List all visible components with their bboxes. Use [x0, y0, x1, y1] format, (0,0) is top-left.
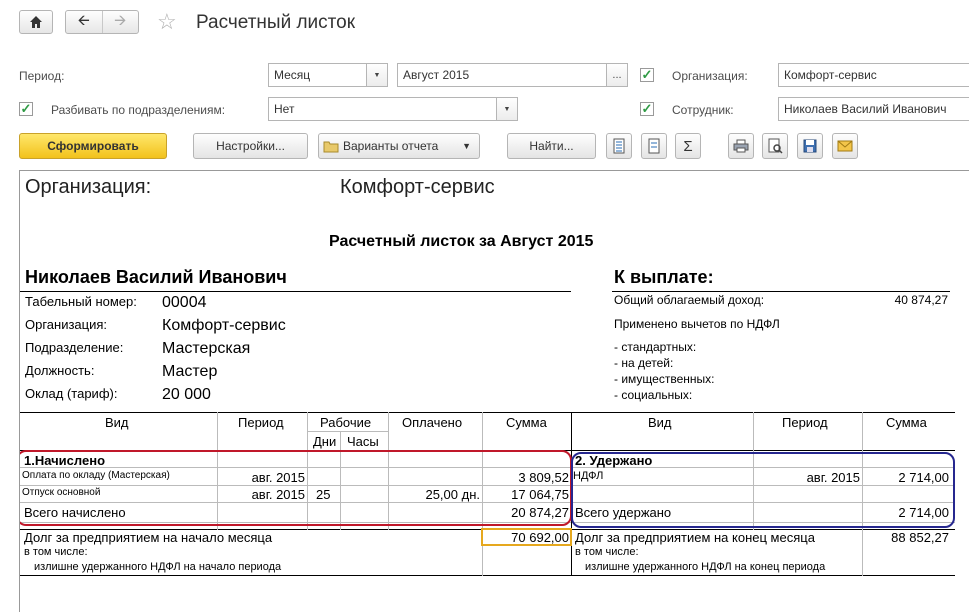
accrued-total-value: 20 874,27 [511, 505, 569, 520]
period-type-select[interactable] [268, 63, 388, 87]
print-preview-icon [767, 138, 783, 154]
printer-icon [733, 139, 749, 153]
report-org-value: Комфорт-сервис [340, 176, 495, 198]
working-sub-line [308, 431, 388, 432]
back-arrow-icon[interactable]: 🡨 [77, 11, 90, 29]
col-vid: Вид [105, 415, 129, 430]
to-pay-label: К выплате: [614, 267, 714, 287]
period-value: Август 2015 [403, 68, 470, 82]
col-sum2: Сумма [886, 415, 927, 430]
debt-end-label: Долг за предприятием на конец месяца [575, 530, 815, 545]
accrued-row-2-period: авг. 2015 [251, 487, 305, 502]
position-value: Мастер [162, 363, 218, 380]
envelope-icon [837, 140, 853, 152]
chevron-down-icon[interactable]: ▼ [366, 63, 388, 87]
table-bottom-line [20, 575, 955, 576]
withheld-row-1-sum: 2 714,00 [898, 470, 949, 485]
report-sheet [19, 170, 969, 612]
settings-button[interactable]: Настройки... [193, 133, 308, 159]
debt-start-value: 70 692,00 [511, 530, 569, 545]
including-start: в том числе: [24, 546, 88, 558]
debt-end-value: 88 852,27 [891, 530, 949, 545]
col-period2: Период [782, 415, 828, 430]
find-button[interactable]: Найти... [507, 133, 596, 159]
chevron-down-icon: ▼ [462, 141, 471, 151]
withheld-row-1-period: авг. 2015 [806, 470, 860, 485]
tab-value: 00004 [162, 294, 207, 311]
social-deductions: - социальных: [614, 388, 693, 402]
forward-arrow-icon[interactable]: 🡪 [102, 11, 139, 33]
generate-button[interactable]: Сформировать [19, 133, 167, 159]
floppy-disk-icon [803, 139, 817, 153]
employee-value: Николаев Василий Иванович [784, 102, 947, 116]
debt-highlight-frame [481, 528, 572, 546]
send-email-button[interactable] [832, 133, 858, 159]
accrued-row-2-days: 25 [316, 487, 331, 502]
withheld-row-1-vid: НДФЛ [573, 470, 604, 482]
income-value: 40 874,27 [894, 293, 948, 307]
dept-value: Мастерская [162, 340, 251, 357]
col-sum: Сумма [506, 415, 547, 430]
collapse-rows-icon [647, 138, 661, 154]
employee-field[interactable] [778, 97, 969, 121]
org-field[interactable] [778, 63, 969, 87]
table-top-line [20, 412, 955, 413]
folder-icon [323, 139, 339, 153]
excess-start: излишне удержанного НДФЛ на начало периода [34, 561, 282, 573]
report-title: Расчетный листок за Август 2015 [329, 233, 594, 250]
split-checkbox[interactable]: ✓ [20, 101, 32, 116]
org-checkbox[interactable]: ✓ [641, 67, 653, 82]
standard-deductions: - стандартных: [614, 340, 697, 354]
property-deductions: - имущественных: [614, 372, 715, 386]
history-nav [65, 10, 139, 34]
col-period: Период [238, 415, 284, 430]
including-end: в том числе: [575, 546, 639, 558]
split-value: Нет [274, 102, 295, 116]
variants-label: Варианты отчета [343, 139, 439, 153]
position-label: Должность: [25, 363, 95, 378]
org-value: Комфорт-сервис [784, 68, 877, 82]
split-select[interactable] [268, 97, 518, 121]
accrued-row-1-period: авг. 2015 [251, 470, 305, 485]
withheld-highlight-frame [571, 452, 955, 528]
period-label: Период: [19, 69, 65, 83]
variants-button[interactable] [318, 133, 480, 159]
dept-label: Подразделение: [25, 340, 124, 355]
salary-value: 20 000 [162, 386, 211, 403]
print-button[interactable] [728, 133, 754, 159]
split-label: Разбивать по подразделениям: [51, 103, 226, 117]
collapse-groups-button[interactable] [641, 133, 667, 159]
col-paid: Оплачено [402, 415, 463, 430]
withheld-total-value: 2 714,00 [898, 505, 949, 520]
income-label: Общий облагаемый доход: [614, 293, 765, 307]
withheld-total-label: Всего удержано [575, 505, 672, 520]
home-icon [29, 15, 43, 29]
salary-label: Оклад (тариф): [25, 386, 118, 401]
favorite-star-icon[interactable]: ☆ [157, 9, 177, 34]
header-left-line [20, 291, 571, 292]
page-title: Расчетный листок [196, 12, 356, 33]
tab-label: Табельный номер: [25, 294, 137, 309]
period-select-button[interactable]: ... [606, 63, 628, 87]
expand-rows-icon [612, 138, 626, 154]
chevron-down-icon[interactable]: ▼ [496, 97, 518, 121]
children-deductions: - на детей: [614, 356, 674, 370]
employee-checkbox[interactable]: ✓ [641, 101, 653, 116]
accrued-highlight-frame [19, 450, 572, 526]
employee-name: Николаев Василий Иванович [25, 267, 287, 287]
col-vid2: Вид [648, 415, 672, 430]
employee-label: Сотрудник: [672, 103, 734, 117]
home-button[interactable] [19, 10, 53, 34]
deductions-label: Применено вычетов по НДФЛ [614, 317, 780, 331]
accrued-row-2-vid: Отпуск основной [22, 487, 101, 498]
info-org-label: Организация: [25, 317, 108, 332]
col-days: Дни [313, 434, 337, 449]
withheld-title: 2. Удержано [575, 453, 653, 468]
accrued-row-2-sum: 17 064,75 [511, 487, 569, 502]
save-button[interactable] [797, 133, 823, 159]
header-right-line [612, 291, 950, 292]
sum-button[interactable]: Σ [675, 133, 701, 159]
debt-start-label: Долг за предприятием на начало месяца [24, 530, 273, 545]
preview-button[interactable] [762, 133, 788, 159]
accrued-total-label: Всего начислено [24, 505, 126, 520]
period-value-field[interactable] [397, 63, 628, 87]
expand-groups-button[interactable] [606, 133, 632, 159]
accrued-row-1-vid: Оплата по окладу (Мастерская) [22, 470, 170, 481]
col-working: Рабочие [320, 415, 372, 430]
period-type-value: Месяц [274, 68, 311, 82]
col-hours: Часы [347, 434, 379, 449]
accrued-row-2-paid: 25,00 дн. [425, 487, 480, 502]
info-org-value: Комфорт-сервис [162, 317, 286, 334]
report-org-label: Организация: [25, 176, 152, 198]
accrued-row-1-sum: 3 809,52 [518, 470, 569, 485]
excess-end: излишне удержанного НДФЛ на конец периода [585, 561, 826, 573]
org-label: Организация: [672, 69, 748, 83]
accrued-title: 1.Начислено [24, 453, 106, 468]
